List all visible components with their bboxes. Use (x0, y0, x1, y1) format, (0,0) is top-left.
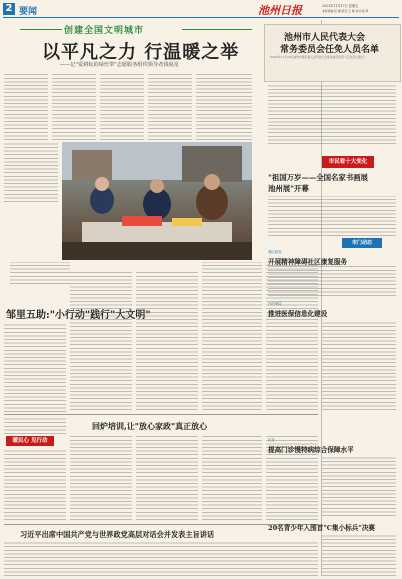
right-section-tag (342, 238, 382, 248)
feature2-body-col2 (70, 270, 132, 410)
lead-subtitle: ——记"爱耕耘的绿丝带"志愿服务组织领导者钱展星 (60, 62, 179, 68)
feature3-body-col1 (4, 418, 66, 434)
right-item-4-body (322, 534, 396, 576)
column-tag: 创建全国文明城市 (64, 26, 145, 36)
page-number-box (3, 3, 15, 15)
page-number: 2 (5, 3, 13, 14)
right-item-2-tag: 市医保局 (268, 302, 282, 306)
lead-photo (62, 142, 252, 260)
issue-date: 2023年11月17日 星期五 (322, 4, 359, 8)
lead-body-col1 (4, 72, 48, 140)
right-feature-body (268, 196, 396, 236)
section-divider (4, 414, 318, 415)
right-section-tag-label: 市门动态 (351, 240, 372, 246)
right-feature-title: "祖国万岁——全国名家书画展 (268, 173, 368, 182)
editors-line: 本版责编:吴 媛 版式:王 雄 校对:杨 辉 (322, 9, 369, 13)
masthead-rule (3, 17, 399, 18)
feature3-body-col2 (70, 434, 132, 520)
bottom-body (4, 542, 318, 576)
feature3-body-col4 (202, 434, 262, 520)
feature3-body-col1b (4, 450, 66, 520)
right-feature-title2: 池州展"开幕 (268, 184, 309, 193)
right-top-note: （2023年11月16日池州市第五届人民代表大会常务委员会第十五次会议通过） (268, 55, 367, 59)
right-item-3-tag: 东至 (268, 438, 275, 442)
right-item-4-title: 20名青少年入围首"C集小标兵"决赛 (268, 524, 376, 532)
right-pic-badge (322, 156, 374, 168)
right-top-title: 池州市人民代表大会 (284, 33, 366, 43)
right-item-3-body (322, 456, 396, 516)
lead-caption (10, 262, 70, 284)
lead-body-col2 (52, 72, 96, 140)
volunteer-badge (6, 436, 54, 446)
feature2-body-col4 (202, 262, 262, 410)
feature2-body-col3 (136, 270, 198, 410)
right-item-1-tag: 我区政府 (268, 250, 282, 254)
right-item-2-title: 推进医保信息化建设 (268, 310, 328, 318)
lead-body-col4 (148, 72, 192, 140)
feature3-title: 回炉培训,让"放心家政"真正放心 (92, 421, 208, 431)
right-item-2-body (322, 320, 396, 410)
column-tag-rule-right (182, 29, 252, 30)
column-tag-rule-left (20, 29, 62, 30)
volunteer-badge-label: 暖民心 见行动 (12, 438, 48, 444)
newspaper-logo: 池州日报 (258, 4, 302, 17)
right-top-title2: 常务委员会任免人员名单 (280, 45, 380, 55)
bottom-title: 习近平出席中国共产党与世界政党高层对话会并发表主旨讲话 (20, 530, 215, 539)
right-pic-badge-label: 市民看十大变化 (328, 159, 368, 165)
lead-body-col3 (100, 72, 144, 140)
lead-body-col5 (196, 72, 252, 140)
right-item-1-body (268, 266, 396, 296)
right-top-list (268, 84, 396, 144)
right-item-1-title: 开展精神障碍社区康复服务 (268, 258, 348, 266)
volunteer-scene-illustration (62, 142, 252, 260)
feature2-title: 邹里五助:"小行动"践行"大文明" (6, 310, 151, 321)
lead-title: 以平凡之力 行温暖之举 (42, 42, 240, 63)
section-label: 要闻 (19, 7, 38, 17)
right-item-3-title: 提高门诊慢特病综合保障水平 (268, 446, 354, 454)
lead-sidebar-text (4, 142, 58, 202)
feature2-body-col1 (4, 322, 66, 412)
feature3-body-col3 (136, 434, 198, 520)
